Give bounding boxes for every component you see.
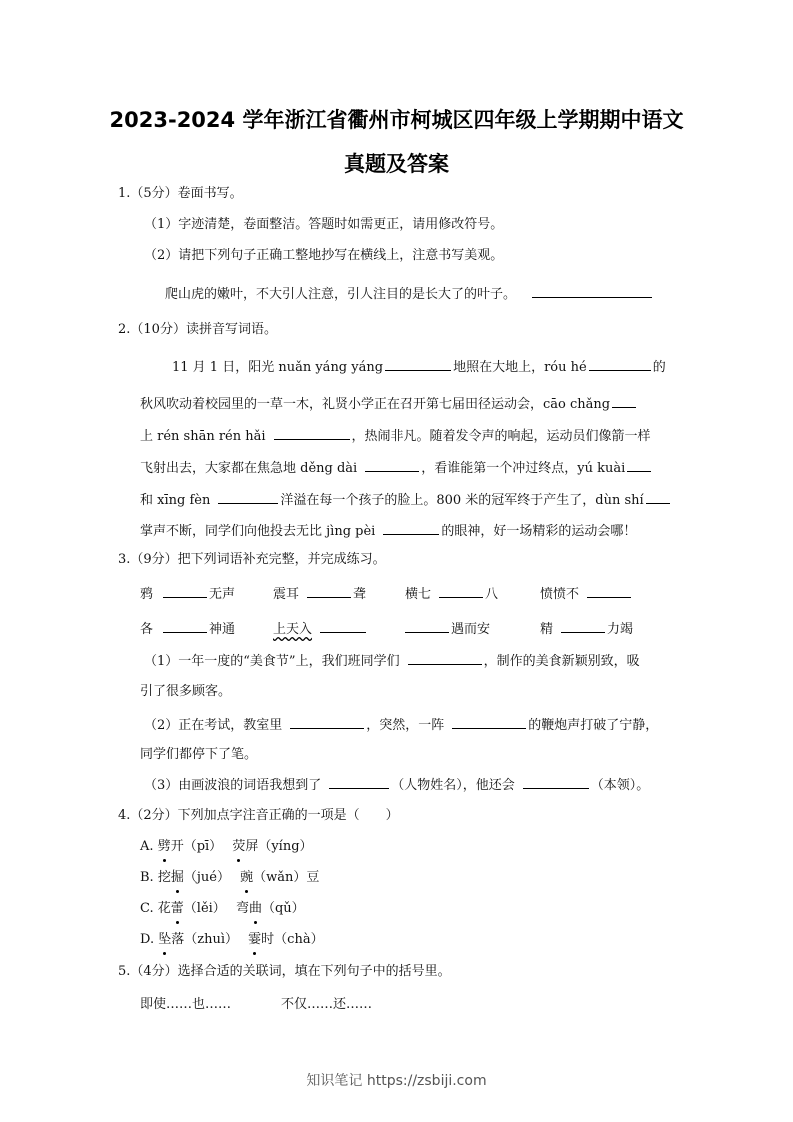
option-text: 花 bbox=[157, 901, 171, 916]
option-text: （qǔ） bbox=[261, 901, 305, 916]
q3-text: 震耳 bbox=[273, 587, 300, 602]
q2-line2 bbox=[140, 394, 638, 415]
q1-sentence bbox=[165, 284, 654, 305]
q3-text: ，突然，一阵 bbox=[366, 718, 445, 733]
q2-blank-xingfen[interactable] bbox=[218, 490, 278, 504]
dotted-char: 蕾 bbox=[171, 899, 184, 919]
option-text: 挖 bbox=[157, 870, 171, 885]
q3-text: ，制作的美食新颖别致，吸 bbox=[483, 654, 640, 669]
q3-blank[interactable] bbox=[329, 775, 389, 789]
q3-blank[interactable] bbox=[290, 715, 364, 729]
q2-heading: 2.（10分）读拼音写词语。 bbox=[118, 322, 277, 337]
q3-blank[interactable] bbox=[439, 584, 483, 598]
q2-blank-caochang[interactable] bbox=[612, 394, 636, 408]
q3-text: 聋 bbox=[353, 587, 367, 602]
q3-idiom-6 bbox=[273, 619, 368, 640]
q3-text: （3）由画波浪的词语我想到了 bbox=[144, 778, 322, 793]
option-text: 时（chà） bbox=[261, 932, 324, 947]
q3-text: 力竭 bbox=[607, 622, 634, 637]
q2-text: ，看谁能第一个冲过终点，yú kuài bbox=[421, 461, 626, 476]
q2-text: 的 bbox=[652, 360, 666, 375]
q2-blank-nuanyangyang[interactable] bbox=[385, 357, 451, 371]
q4-heading: 4.（2分）下列加点字注音正确的一项是（ ） bbox=[118, 808, 399, 823]
q3-wavy-word: 上天入 bbox=[273, 622, 313, 637]
q3-blank[interactable] bbox=[320, 619, 366, 633]
q3-text: 八 bbox=[485, 587, 499, 602]
q3-text: （人物姓名），他还会 bbox=[391, 778, 515, 793]
q4-option-a[interactable] bbox=[140, 837, 313, 857]
q3-blank[interactable] bbox=[561, 619, 605, 633]
q1-sub1: （1）字迹清楚，卷面整洁。答题时如需更正，请用修改符号。 bbox=[144, 217, 504, 232]
q2-text: 和 xīng fèn bbox=[140, 493, 211, 508]
option-text: 屏（yíng） bbox=[245, 839, 313, 854]
q2-blank-yukuai[interactable] bbox=[627, 458, 651, 472]
q2-line1 bbox=[172, 357, 666, 378]
q3-text: （2）正在考试，教室里 bbox=[144, 718, 283, 733]
q2-text: 洋溢在每一个孩子的脸上。800 米的冠军终于产生了，dùn shí bbox=[280, 493, 644, 508]
q3-text: 鸦 bbox=[140, 587, 154, 602]
q2-blank-rouhe[interactable] bbox=[589, 357, 651, 371]
option-text: （lěi） bbox=[183, 901, 226, 916]
q2-text: 掌声不断，同学们向他投去无比 jìng pèi bbox=[140, 524, 376, 539]
q2-text: 地照在大地上，róu hé bbox=[453, 360, 587, 375]
dotted-char: 荧 bbox=[232, 837, 245, 857]
option-label: B. bbox=[140, 870, 154, 885]
q3-text: （1）一年一度的“美食节”上，我们班同学们 bbox=[144, 654, 400, 669]
q3-text: （本领）。 bbox=[590, 778, 650, 793]
q3-blank[interactable] bbox=[587, 584, 631, 598]
q2-line3 bbox=[140, 426, 651, 447]
q2-text: 飞射出去，大家都在焦急地 děng dài bbox=[140, 461, 358, 476]
q3-text: 神通 bbox=[209, 622, 236, 637]
q5-option-1: 即使……也…… bbox=[140, 997, 232, 1012]
q2-line4 bbox=[140, 458, 653, 479]
q3-blank[interactable] bbox=[408, 651, 482, 665]
q2-blank-jingpei[interactable] bbox=[383, 521, 439, 535]
q2-text: 的眼神，好一场精彩的运动会哪！ bbox=[441, 524, 637, 539]
q2-blank-dunshi[interactable] bbox=[646, 490, 670, 504]
q1-answer-blank[interactable] bbox=[532, 284, 652, 298]
option-label: A. bbox=[140, 839, 154, 854]
q2-blank-renshanrenhai[interactable] bbox=[274, 426, 350, 440]
q3-blank[interactable] bbox=[405, 619, 449, 633]
q3-idiom-5 bbox=[140, 619, 235, 640]
option-text: 弯 bbox=[235, 901, 249, 916]
q2-line5 bbox=[140, 490, 672, 511]
q3-text: 无声 bbox=[209, 587, 236, 602]
q5-option-2: 不仅……还…… bbox=[281, 997, 373, 1012]
q2-text: 上 rén shān rén hǎi bbox=[140, 429, 266, 444]
q3-text: 各 bbox=[140, 622, 154, 637]
option-text: 落（zhuì） bbox=[171, 932, 239, 947]
page-title-line1: 2023-2024 学年浙江省衢州市柯城区四年级上学期期中语文 bbox=[109, 108, 684, 132]
dotted-char: 霎 bbox=[248, 930, 261, 950]
option-label: C. bbox=[140, 901, 154, 916]
q3-blank[interactable] bbox=[523, 775, 589, 789]
q3-blank[interactable] bbox=[163, 584, 207, 598]
q4-option-d[interactable] bbox=[140, 930, 324, 950]
q3-blank[interactable] bbox=[307, 584, 351, 598]
q2-line6 bbox=[140, 521, 636, 542]
q3-sentence2 bbox=[144, 715, 658, 736]
q5-heading: 5.（4分）选择合适的关联词，填在下列句子中的括号里。 bbox=[118, 964, 451, 979]
q3-idiom-2 bbox=[273, 584, 366, 605]
q1-sentence-text: 爬山虎的嫩叶，不大引人注意，引人注目的是长大了的叶子。 bbox=[165, 287, 517, 302]
dotted-char: 坠 bbox=[158, 930, 171, 950]
q1-sub2: （2）请把下列句子正确工整地抄写在横线上，注意书写美观。 bbox=[144, 248, 504, 263]
q4-option-b[interactable] bbox=[140, 868, 319, 888]
q3-idiom-8 bbox=[540, 619, 633, 640]
q3-idiom-3 bbox=[405, 584, 498, 605]
q3-idiom-1 bbox=[140, 584, 235, 605]
q3-idiom-7 bbox=[405, 619, 490, 640]
option-text: （jué） bbox=[183, 870, 230, 885]
q3-blank[interactable] bbox=[452, 715, 526, 729]
footer-watermark: 知识笔记 https://zsbiji.com bbox=[306, 1073, 487, 1089]
q3-idiom-4 bbox=[540, 584, 633, 605]
q3-text: 遇而安 bbox=[451, 622, 491, 637]
q2-text: ，热闹非凡。随着发令声的响起，运动员们像箭一样 bbox=[351, 429, 651, 444]
dotted-char: 掘 bbox=[171, 868, 184, 888]
q2-text: 秋风吹动着校园里的一草一木，礼贤小学正在召开第七届田径运动会，cāo chǎng bbox=[140, 397, 611, 412]
option-text: （wǎn）豆 bbox=[253, 870, 320, 885]
q4-option-c[interactable] bbox=[140, 899, 305, 919]
dotted-char: 劈 bbox=[158, 837, 171, 857]
option-text: 开（pī） bbox=[170, 839, 223, 854]
q3-text: 愤愤不 bbox=[540, 587, 580, 602]
q2-blank-dengdai[interactable] bbox=[365, 458, 419, 472]
page-title-line2: 真题及答案 bbox=[344, 152, 449, 176]
dotted-char: 豌 bbox=[240, 868, 253, 888]
q3-text: 精 bbox=[540, 622, 554, 637]
option-label: D. bbox=[140, 932, 155, 947]
q3-sentence3 bbox=[144, 775, 649, 796]
q3-text: 的鞭炮声打破了宁静， bbox=[528, 718, 659, 733]
dotted-char: 曲 bbox=[249, 899, 262, 919]
q3-text: 横七 bbox=[405, 587, 432, 602]
q3-blank[interactable] bbox=[163, 619, 207, 633]
q2-text: 11 月 1 日，阳光 nuǎn yáng yáng bbox=[172, 360, 384, 375]
q3-heading: 3.（9分）把下列词语补充完整，并完成练习。 bbox=[118, 552, 386, 567]
q3-sentence1 bbox=[144, 651, 640, 672]
q3-sentence1-cont: 引了很多顾客。 bbox=[140, 684, 232, 699]
q1-heading: 1.（5分）卷面书写。 bbox=[118, 186, 243, 201]
q3-sentence2-cont: 同学们都停下了笔。 bbox=[140, 747, 258, 762]
